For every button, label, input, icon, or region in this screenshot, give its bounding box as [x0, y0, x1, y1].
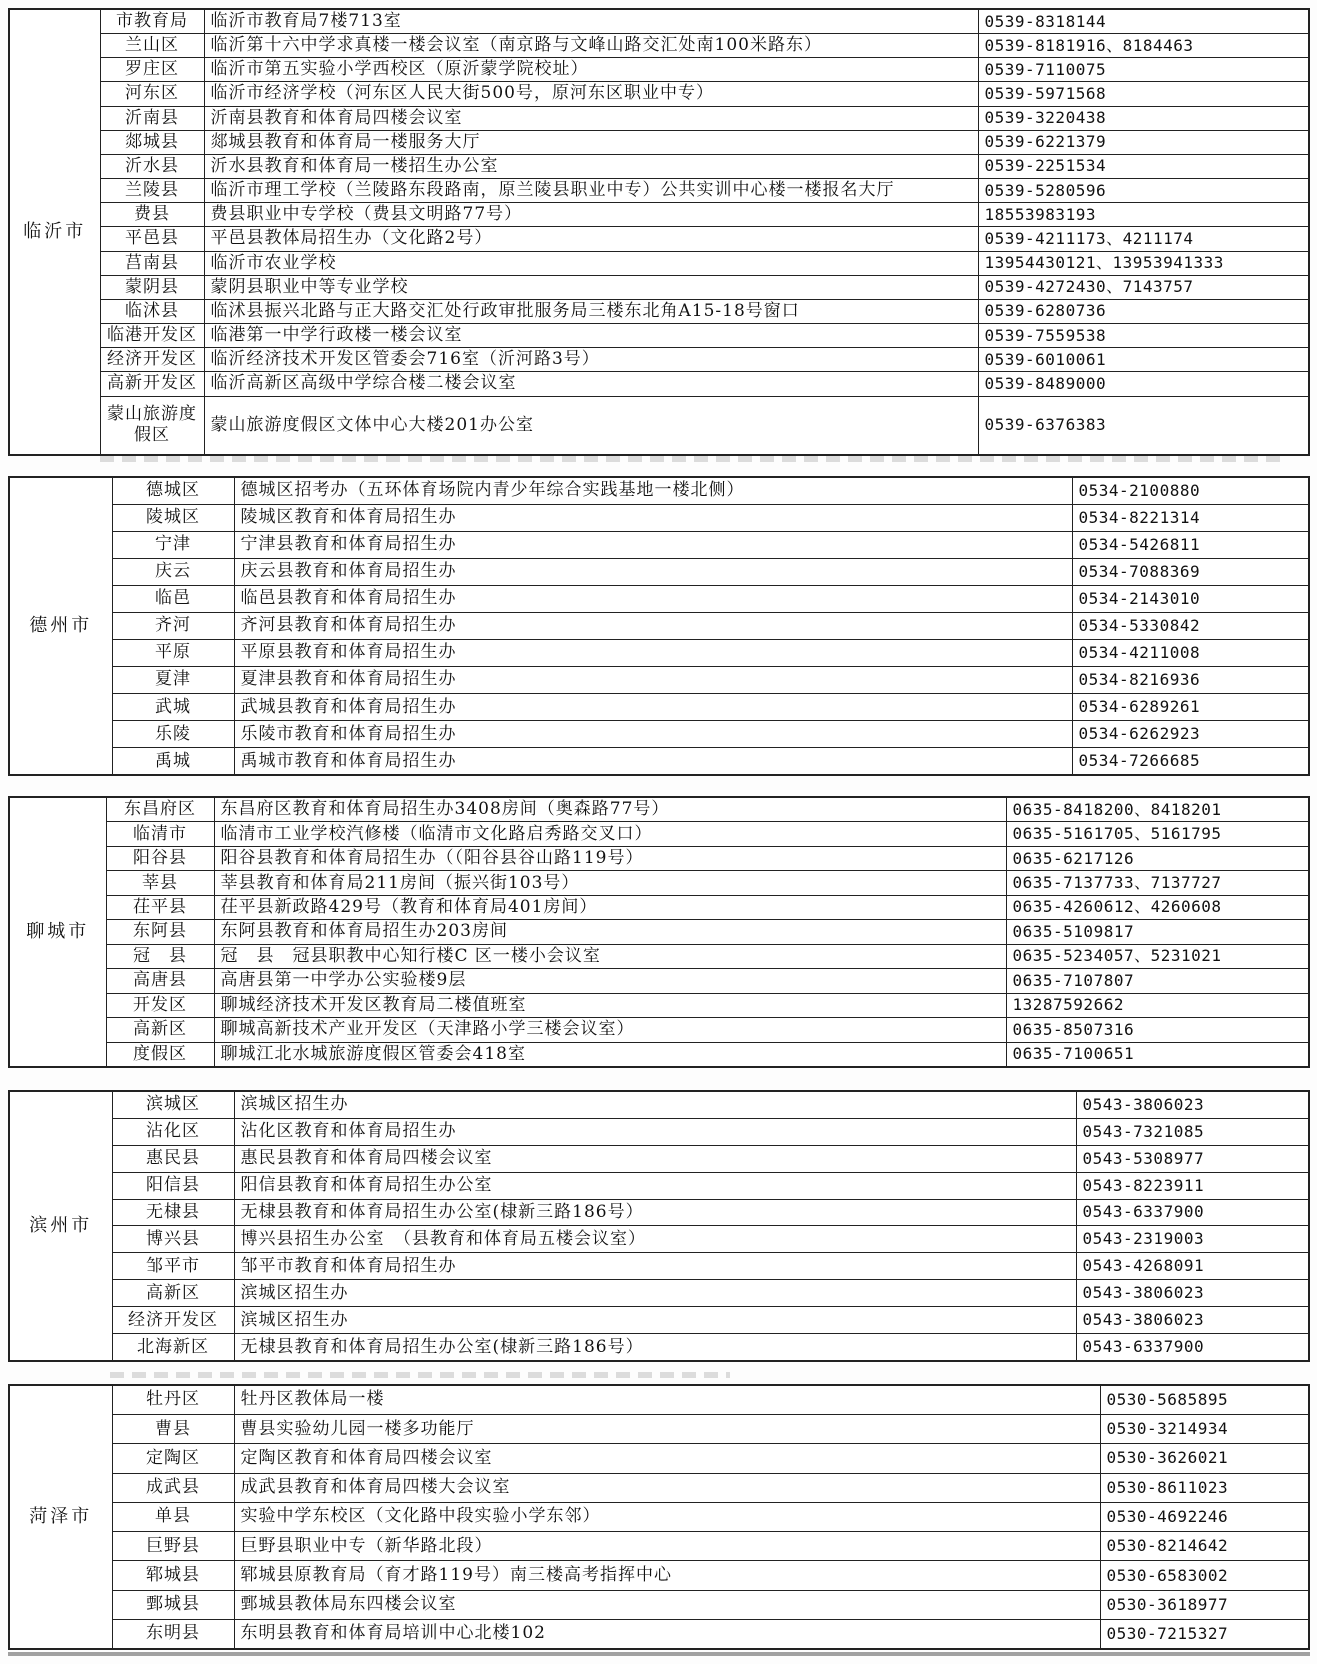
phone-cell: 0530-6583002	[1100, 1561, 1308, 1590]
phone-cell: 0635-5234057、5231021	[1006, 944, 1308, 968]
table-row	[10, 1473, 1308, 1502]
county-cell: 高新区	[112, 1280, 234, 1307]
address-cell: 定陶区教育和体育局四楼会议室	[234, 1444, 1100, 1473]
city-cell: 菏泽市	[10, 1386, 112, 1648]
address-cell: 临沂市经济学校（河东区人民大街500号，原河东区职业中专）	[204, 82, 978, 106]
county-cell: 陵城区	[112, 504, 234, 531]
phone-cell: 0539-6010061	[978, 348, 1308, 372]
phone-cell: 0543-7321085	[1076, 1118, 1308, 1145]
address-cell: 沂南县教育和体育局四楼会议室	[204, 106, 978, 130]
table-row	[10, 82, 1308, 106]
phone-cell: 0530-7215327	[1100, 1619, 1308, 1648]
table-row	[10, 798, 1308, 822]
address-cell: 陵城区教育和体育局招生办	[234, 504, 1072, 531]
county-cell: 临邑	[112, 585, 234, 612]
address-cell: 乐陵市教育和体育局招生办	[234, 721, 1072, 748]
phone-cell: 0635-7137733、7137727	[1006, 871, 1308, 895]
table-row	[10, 694, 1308, 721]
table-block-heze	[8, 1384, 1310, 1650]
city-cell: 德州市	[10, 478, 112, 774]
county-cell: 博兴县	[112, 1226, 234, 1253]
table-row	[10, 275, 1308, 299]
table-row	[10, 748, 1308, 774]
county-cell: 莒南县	[100, 251, 204, 275]
county-cell: 东阿县	[106, 920, 214, 944]
county-cell: 临港开发区	[100, 324, 204, 348]
phone-cell: 0534-6262923	[1072, 721, 1308, 748]
county-cell: 乐陵	[112, 721, 234, 748]
table-row	[10, 154, 1308, 178]
phone-cell: 0543-8223911	[1076, 1172, 1308, 1199]
phone-cell: 0534-8216936	[1072, 666, 1308, 693]
county-cell: 兰山区	[100, 34, 204, 58]
phone-cell: 0543-3806023	[1076, 1280, 1308, 1307]
phone-cell: 0530-3626021	[1100, 1444, 1308, 1473]
county-cell: 沾化区	[112, 1118, 234, 1145]
address-cell: 滨城区招生办	[234, 1092, 1076, 1118]
phone-cell: 0539-6221379	[978, 130, 1308, 154]
county-cell: 禹城	[112, 748, 234, 774]
table-row	[10, 1502, 1308, 1531]
county-cell: 蒙阴县	[100, 275, 204, 299]
address-cell: 牡丹区教体局一楼	[234, 1386, 1100, 1414]
phone-cell: 0539-4211173、4211174	[978, 227, 1308, 251]
county-cell: 冠 县	[106, 944, 214, 968]
county-cell: 临沭县	[100, 299, 204, 323]
county-cell: 经济开发区	[112, 1307, 234, 1334]
phone-cell: 0635-5161705、5161795	[1006, 822, 1308, 846]
address-cell: 齐河县教育和体育局招生办	[234, 612, 1072, 639]
address-cell: 武城县教育和体育局招生办	[234, 694, 1072, 721]
table-row	[10, 895, 1308, 919]
phone-cell: 0539-6280736	[978, 299, 1308, 323]
county-cell: 高新区	[106, 1018, 214, 1042]
table-row	[10, 822, 1308, 846]
county-cell: 经济开发区	[100, 348, 204, 372]
county-cell: 阳谷县	[106, 846, 214, 870]
address-cell: 平邑县教体局招生办（文化路2号）	[204, 227, 978, 251]
address-cell: 曹县实验幼儿园一楼多功能厅	[234, 1414, 1100, 1443]
table-row	[10, 348, 1308, 372]
county-cell: 北海新区	[112, 1334, 234, 1360]
table-row	[10, 666, 1308, 693]
phone-cell: 0539-7559538	[978, 324, 1308, 348]
table-row	[10, 639, 1308, 666]
phone-cell: 0543-4268091	[1076, 1253, 1308, 1280]
registration-table-linyi	[10, 10, 1308, 454]
address-cell: 冠 县 冠县职教中心知行楼C 区一楼小会议室	[214, 944, 1006, 968]
table-row	[10, 478, 1308, 504]
phone-cell: 0539-4272430、7143757	[978, 275, 1308, 299]
table-block-linyi	[8, 8, 1310, 456]
table-row	[10, 846, 1308, 870]
cropped-row-remnant	[100, 456, 1280, 462]
address-cell: 聊城高新技术产业开发区（天津路小学三楼会议室）	[214, 1018, 1006, 1042]
address-cell: 成武县教育和体育局四楼大会议室	[234, 1473, 1100, 1502]
table-row	[10, 372, 1308, 396]
address-cell: 临清市工业学校汽修楼（临清市文化路启秀路交叉口）	[214, 822, 1006, 846]
county-cell: 夏津	[112, 666, 234, 693]
county-cell: 莘县	[106, 871, 214, 895]
county-cell: 郓城县	[112, 1561, 234, 1590]
phone-cell: 0534-4211008	[1072, 639, 1308, 666]
county-cell: 无棣县	[112, 1199, 234, 1226]
phone-cell: 0534-7266685	[1072, 748, 1308, 774]
table-row	[10, 969, 1308, 993]
table-row	[10, 106, 1308, 130]
phone-cell: 0539-8181916、8184463	[978, 34, 1308, 58]
county-cell: 高唐县	[106, 969, 214, 993]
county-cell: 开发区	[106, 993, 214, 1017]
address-cell: 临沂市理工学校（兰陵路东段路南，原兰陵县职业中专）公共实训中心楼一楼报名大厅	[204, 179, 978, 203]
table-row	[10, 1414, 1308, 1443]
address-cell: 高唐县第一中学办公实验楼9层	[214, 969, 1006, 993]
address-cell: 聊城江北水城旅游度假区管委会418室	[214, 1042, 1006, 1066]
table-row	[10, 531, 1308, 558]
registration-table-binzhou	[10, 1092, 1308, 1360]
phone-cell: 0530-4692246	[1100, 1502, 1308, 1531]
county-cell: 阳信县	[112, 1172, 234, 1199]
table-block-binzhou	[8, 1090, 1310, 1362]
phone-cell: 0543-3806023	[1076, 1092, 1308, 1118]
phone-cell: 0530-5685895	[1100, 1386, 1308, 1414]
phone-cell: 0534-2143010	[1072, 585, 1308, 612]
table-row	[10, 612, 1308, 639]
county-cell: 滨城区	[112, 1092, 234, 1118]
registration-table-dezhou	[10, 478, 1308, 774]
address-cell: 蒙山旅游度假区文体中心大楼201办公室	[204, 396, 978, 454]
city-cell: 聊城市	[10, 798, 106, 1066]
county-cell: 德城区	[112, 478, 234, 504]
phone-cell: 0534-5330842	[1072, 612, 1308, 639]
address-cell: 夏津县教育和体育局招生办	[234, 666, 1072, 693]
address-cell: 实验中学东校区（文化路中段实验小学东邻）	[234, 1502, 1100, 1531]
address-cell: 东明县教育和体育局培训中心北楼102	[234, 1619, 1100, 1648]
table-row	[10, 324, 1308, 348]
county-cell: 宁津	[112, 531, 234, 558]
phone-cell: 0530-3618977	[1100, 1590, 1308, 1619]
table-row	[10, 1386, 1308, 1414]
address-cell: 无棣县教育和体育局招生办公室(棣新三路186号）	[234, 1199, 1076, 1226]
table-row	[10, 1590, 1308, 1619]
phone-cell: 0543-6337900	[1076, 1334, 1308, 1360]
address-cell: 临沂市农业学校	[204, 251, 978, 275]
phone-cell: 0534-8221314	[1072, 504, 1308, 531]
address-cell: 莘县教育和体育局211房间（振兴街103号）	[214, 871, 1006, 895]
phone-cell: 0635-8507316	[1006, 1018, 1308, 1042]
county-cell: 巨野县	[112, 1532, 234, 1561]
address-cell: 临沂高新区高级中学综合楼二楼会议室	[204, 372, 978, 396]
county-cell: 平原	[112, 639, 234, 666]
phone-cell: 0534-2100880	[1072, 478, 1308, 504]
address-cell: 阳信县教育和体育局招生办公室	[234, 1172, 1076, 1199]
table-row	[10, 1444, 1308, 1473]
county-cell: 沂南县	[100, 106, 204, 130]
address-cell: 巨野县职业中专（新华路北段）	[234, 1532, 1100, 1561]
county-cell: 费县	[100, 203, 204, 227]
phone-cell: 0534-5426811	[1072, 531, 1308, 558]
county-cell: 齐河	[112, 612, 234, 639]
table-row	[10, 396, 1308, 454]
phone-cell: 0539-2251534	[978, 154, 1308, 178]
table-row	[10, 558, 1308, 585]
table-row	[10, 1334, 1308, 1360]
county-cell: 邹平市	[112, 1253, 234, 1280]
address-cell: 平原县教育和体育局招生办	[234, 639, 1072, 666]
phone-cell: 0635-7100651	[1006, 1042, 1308, 1066]
phone-cell: 0539-6376383	[978, 396, 1308, 454]
table-row	[10, 251, 1308, 275]
address-cell: 鄄城县教体局东四楼会议室	[234, 1590, 1100, 1619]
phone-cell: 0539-5280596	[978, 179, 1308, 203]
table-row	[10, 299, 1308, 323]
phone-cell: 0539-7110075	[978, 58, 1308, 82]
address-cell: 沾化区教育和体育局招生办	[234, 1118, 1076, 1145]
table-row	[10, 585, 1308, 612]
registration-table-heze	[10, 1386, 1308, 1648]
county-cell: 东昌府区	[106, 798, 214, 822]
address-cell: 东昌府区教育和体育局招生办3408房间（奥森路77号）	[214, 798, 1006, 822]
table-row	[10, 1561, 1308, 1590]
address-cell: 临沂市教育局7楼713室	[204, 10, 978, 34]
phone-cell: 0635-5109817	[1006, 920, 1308, 944]
city-cell: 滨州市	[10, 1092, 112, 1360]
address-cell: 禹城市教育和体育局招生办	[234, 748, 1072, 774]
table-row	[10, 1619, 1308, 1648]
county-cell: 罗庄区	[100, 58, 204, 82]
phone-cell: 0530-8611023	[1100, 1473, 1308, 1502]
table-row	[10, 203, 1308, 227]
phone-cell: 0635-8418200、8418201	[1006, 798, 1308, 822]
address-cell: 郯城县教育和体育局一楼服务大厅	[204, 130, 978, 154]
phone-cell: 18553983193	[978, 203, 1308, 227]
table-row	[10, 1199, 1308, 1226]
address-cell: 郓城县原教育局（育才路119号）南三楼高考指挥中心	[234, 1561, 1100, 1590]
table-row	[10, 504, 1308, 531]
county-cell: 郯城县	[100, 130, 204, 154]
county-cell: 临清市	[106, 822, 214, 846]
table-block-dezhou	[8, 476, 1310, 776]
county-cell: 蒙山旅游度假区	[100, 396, 204, 454]
table-row	[10, 944, 1308, 968]
table-block-liaocheng	[8, 796, 1310, 1068]
phone-cell: 0534-7088369	[1072, 558, 1308, 585]
address-cell: 滨城区招生办	[234, 1307, 1076, 1334]
table-row	[10, 130, 1308, 154]
county-cell: 东明县	[112, 1619, 234, 1648]
address-cell: 博兴县招生办公室 （县教育和体育局五楼会议室）	[234, 1226, 1076, 1253]
table-row	[10, 34, 1308, 58]
county-cell: 定陶区	[112, 1444, 234, 1473]
county-cell: 沂水县	[100, 154, 204, 178]
phone-cell: 0543-3806023	[1076, 1307, 1308, 1334]
address-cell: 费县职业中专学校（费县文明路77号）	[204, 203, 978, 227]
address-cell: 滨城区招生办	[234, 1280, 1076, 1307]
address-cell: 临港第一中学行政楼一楼会议室	[204, 324, 978, 348]
county-cell: 成武县	[112, 1473, 234, 1502]
city-cell: 临沂市	[10, 10, 100, 454]
cropped-row-remnant	[110, 1372, 730, 1378]
address-cell: 临沂第十六中学求真楼一楼会议室（南京路与文峰山路交汇处南100米路东）	[204, 34, 978, 58]
address-cell: 临邑县教育和体育局招生办	[234, 585, 1072, 612]
phone-cell: 0543-5308977	[1076, 1145, 1308, 1172]
county-cell: 度假区	[106, 1042, 214, 1066]
table-row	[10, 993, 1308, 1017]
phone-cell: 0530-3214934	[1100, 1414, 1308, 1443]
phone-cell: 0635-6217126	[1006, 846, 1308, 870]
address-cell: 庆云县教育和体育局招生办	[234, 558, 1072, 585]
table-row	[10, 10, 1308, 34]
county-cell: 武城	[112, 694, 234, 721]
address-cell: 沂水县教育和体育局一楼招生办公室	[204, 154, 978, 178]
table-row	[10, 1092, 1308, 1118]
bottom-rule	[8, 1652, 1310, 1656]
address-cell: 无棣县教育和体育局招生办公室(棣新三路186号）	[234, 1334, 1076, 1360]
phone-cell: 0635-4260612、4260608	[1006, 895, 1308, 919]
county-cell: 市教育局	[100, 10, 204, 34]
address-cell: 邹平市教育和体育局招生办	[234, 1253, 1076, 1280]
table-row	[10, 58, 1308, 82]
address-cell: 临沭县振兴北路与正大路交汇处行政审批服务局三楼东北角A15-18号窗口	[204, 299, 978, 323]
table-row	[10, 1226, 1308, 1253]
phone-cell: 0539-8318144	[978, 10, 1308, 34]
phone-cell: 0539-5971568	[978, 82, 1308, 106]
county-cell: 牡丹区	[112, 1386, 234, 1414]
phone-cell: 0539-8489000	[978, 372, 1308, 396]
address-cell: 临沂经济技术开发区管委会716室（沂河路3号）	[204, 348, 978, 372]
table-row	[10, 179, 1308, 203]
county-cell: 惠民县	[112, 1145, 234, 1172]
county-cell: 高新开发区	[100, 372, 204, 396]
table-row	[10, 1280, 1308, 1307]
phone-cell: 0534-6289261	[1072, 694, 1308, 721]
county-cell: 平邑县	[100, 227, 204, 251]
table-row	[10, 1307, 1308, 1334]
address-cell: 聊城经济技术开发区教育局二楼值班室	[214, 993, 1006, 1017]
phone-cell: 0635-7107807	[1006, 969, 1308, 993]
address-cell: 临沂市第五实验小学西校区（原沂蒙学院校址）	[204, 58, 978, 82]
table-row	[10, 1532, 1308, 1561]
county-cell: 兰陵县	[100, 179, 204, 203]
phone-cell: 0530-8214642	[1100, 1532, 1308, 1561]
county-cell: 河东区	[100, 82, 204, 106]
county-cell: 庆云	[112, 558, 234, 585]
address-cell: 茌平县新政路429号（教育和体育局401房间）	[214, 895, 1006, 919]
phone-cell: 0543-2319003	[1076, 1226, 1308, 1253]
table-row	[10, 1253, 1308, 1280]
address-cell: 蒙阴县职业中等专业学校	[204, 275, 978, 299]
address-cell: 德城区招考办（五环体育场院内青少年综合实践基地一楼北侧）	[234, 478, 1072, 504]
county-cell: 茌平县	[106, 895, 214, 919]
phone-cell: 13954430121、13953941333	[978, 251, 1308, 275]
county-cell: 单县	[112, 1502, 234, 1531]
address-cell: 惠民县教育和体育局四楼会议室	[234, 1145, 1076, 1172]
table-row	[10, 920, 1308, 944]
phone-cell: 0543-6337900	[1076, 1199, 1308, 1226]
table-row	[10, 1118, 1308, 1145]
county-cell: 鄄城县	[112, 1590, 234, 1619]
table-row	[10, 1172, 1308, 1199]
address-cell: 宁津县教育和体育局招生办	[234, 531, 1072, 558]
registration-table-liaocheng	[10, 798, 1308, 1066]
table-row	[10, 1018, 1308, 1042]
county-cell: 曹县	[112, 1414, 234, 1443]
table-row	[10, 1145, 1308, 1172]
address-cell: 阳谷县教育和体育局招生办（（阳谷县谷山路119号）	[214, 846, 1006, 870]
phone-cell: 13287592662	[1006, 993, 1308, 1017]
table-row	[10, 871, 1308, 895]
table-row	[10, 721, 1308, 748]
phone-cell: 0539-3220438	[978, 106, 1308, 130]
address-cell: 东阿县教育和体育局招生办203房间	[214, 920, 1006, 944]
table-row	[10, 1042, 1308, 1066]
table-row	[10, 227, 1308, 251]
